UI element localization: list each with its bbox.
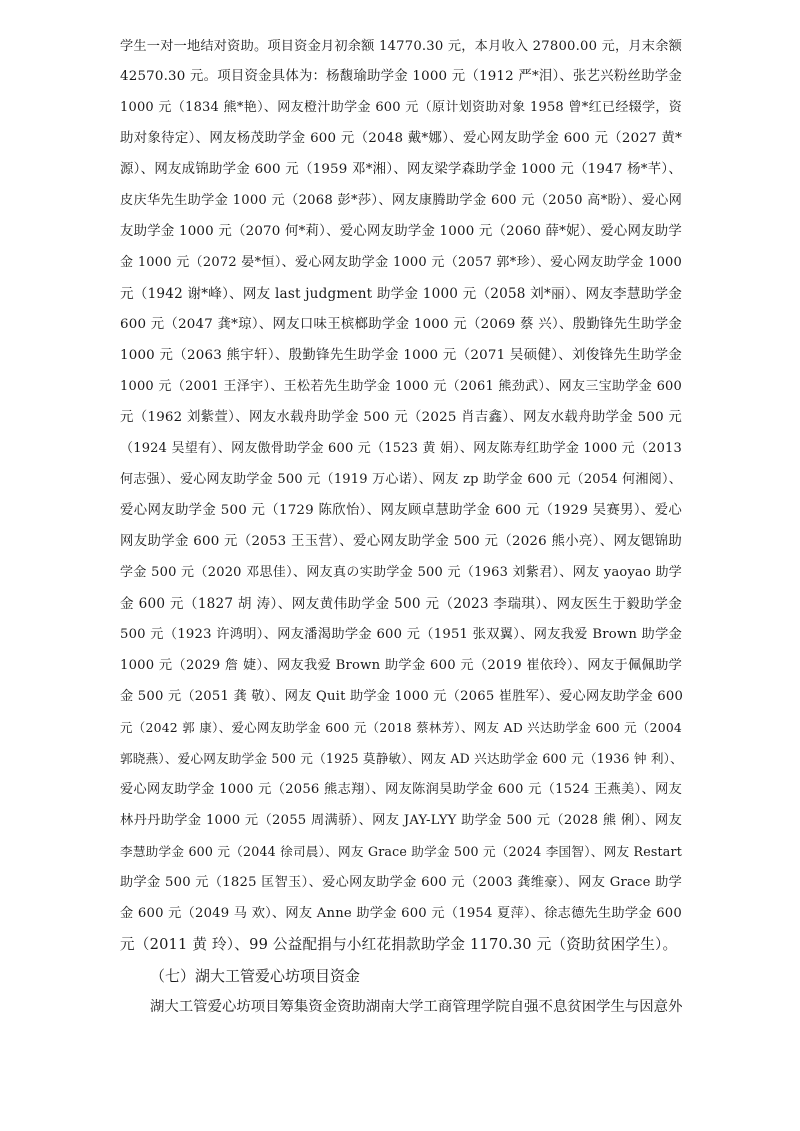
paragraph-line: 学金 500 元（2020 邓思佳）、网友真の实助学金 500 元（1963 刘紫君）、网友 yaoyao 助学 (120, 565, 682, 580)
paragraph-line: 李慧助学金 600 元（2044 徐司晨）、网友 Grace 助学金 500 元（2024 李国智）、网友 Restart (120, 844, 682, 859)
paragraph-line: 林丹丹助学金 1000 元（2055 周满骄）、网友 JAY-LYY 助学金 500 元（2028 熊 俐）、网友 (120, 813, 682, 828)
paragraph-line: 学生一对一地结对资助。项目资金月初余额 14770.30 元，本月收入 27800.00 元，月末余额 (120, 39, 682, 54)
paragraph-line: 友助学金 1000 元（2070 何*莉）、爱心网友助学金 1000 元（2060 薛*妮）、爱心网友助学 (120, 224, 682, 239)
section-heading: （七）湖大工管爱心坊项目资金 (150, 967, 361, 985)
paragraph-line: 1000 元（2029 詹 婕）、网友我爱 Brown 助学金 600 元（2019 崔依玲）、网友于佩佩助学 (120, 658, 682, 673)
paragraph-line: 源）、网友成锦助学金 600 元（1959 邓*湘）、网友梁学森助学金 1000 元（1947 杨*芊）、 (120, 162, 682, 177)
paragraph-line: 助学金 500 元（1825 匡智玉）、爱心网友助学金 600 元（2003 龚维豪）、网友 Grace 助学 (120, 875, 683, 890)
paragraph-line: 600 元（2047 龚*琼）、网友口味王槟榔助学金 1000 元（2069 蔡 兴）、殷勤锋先生助学金 (120, 317, 682, 332)
paragraph-line: 金 500 元（2051 龚 敬）、网友 Quit 助学金 1000 元（2065 崔胜军）、爱心网友助学金 600 (120, 689, 684, 704)
paragraph-line: 金 1000 元（2072 晏*恒）、爱心网友助学金 1000 元（2057 郭*珍）、爱心网友助学金 1000 (120, 255, 682, 270)
paragraph-line: 元（2011 黄 玲）、99 公益配捐与小红花捐款助学金 1170.30 元（资助贫困学生）。 (120, 936, 678, 953)
paragraph-line: 郭晓燕）、爱心网友助学金 500 元（1925 莫静敏）、网友 AD 兴达助学金 600 元（1936 钟 利）、 (120, 751, 683, 766)
paragraph-line: 金 600 元（2049 马 欢）、网友 Anne 助学金 600 元（1954 夏萍）、徐志德先生助学金 600 (120, 906, 682, 921)
paragraph-line: 爱心网友助学金 1000 元（2056 熊志翔）、网友陈润昊助学金 600 元（1524 王燕美）、网友 (120, 782, 682, 797)
paragraph-line: 助对象待定）、网友杨茂助学金 600 元（2048 戴*娜）、爱心网友助学金 600 元（2027 黄* (120, 131, 682, 146)
paragraph-line: 湖大工管爱心坊项目筹集资金资助湖南大学工商管理学院自强不息贫困学生与因意外 (150, 999, 683, 1015)
paragraph-line: 1000 元（2063 熊宇轩）、殷勤锋先生助学金 1000 元（2071 吴硕健）、刘俊锋先生助学金 (120, 348, 682, 363)
paragraph-line: 元（1962 刘紫萱）、网友水载舟助学金 500 元（2025 肖吉鑫）、网友水载舟助学金 500 元 (120, 410, 682, 425)
paragraph-line: 网友助学金 600 元（2053 王玉营）、爱心网友助学金 500 元（2026 熊小亮）、网友锶锦助 (120, 534, 682, 549)
paragraph-line: 1000 元（1834 熊*艳）、网友橙汁助学金 600 元（原计划资助对象 1958 曾*红已经辍学，资 (120, 100, 682, 115)
paragraph-line: 何志强）、爱心网友助学金 500 元（1919 万心诺）、网友 zp 助学金 600 元（2054 何湘阅）、 (120, 472, 682, 487)
paragraph-line: 金 600 元（1827 胡 涛）、网友黄伟助学金 500 元（2023 李瑞琪）、网友医生于毅助学金 (120, 596, 682, 612)
paragraph-line: 爱心网友助学金 500 元（1729 陈欣怡）、网友顾卓慧助学金 600 元（1929 吴赛男）、爱心 (120, 503, 682, 518)
paragraph-line: 500 元（1923 许鸿明）、网友潘渴助学金 600 元（1951 张双翼）、网友我爱 Brown 助学金 (120, 627, 682, 642)
paragraph-line: 皮庆华先生助学金 1000 元（2068 彭*莎）、网友康腾助学金 600 元（2050 高*盼）、爱心网 (120, 193, 682, 208)
paragraph-line: （1924 吴望有）、网友傲骨助学金 600 元（1523 黄 娟）、网友陈寿红助学金 1000 元（2013 (120, 441, 682, 456)
paragraph-line: 元（2042 郭 康）、爱心网友助学金 600 元（2018 蔡林芳）、网友 AD 兴达助学金 600 元（2004 (120, 720, 682, 735)
paragraph-line: 元（1942 谢*峰）、网友 last judgment 助学金 1000 元（2058 刘*丽）、网友李慧助学金 (120, 286, 683, 302)
paragraph-line: 1000 元（2001 王泽宇）、王松若先生助学金 1000 元（2061 熊劲武）、网友三宝助学金 600 (120, 379, 682, 394)
paragraph-line: 42570.30 元。项目资金具体为：杨馥瑜助学金 1000 元（1912 严*泪）、张艺兴粉丝助学金 (120, 69, 682, 84)
